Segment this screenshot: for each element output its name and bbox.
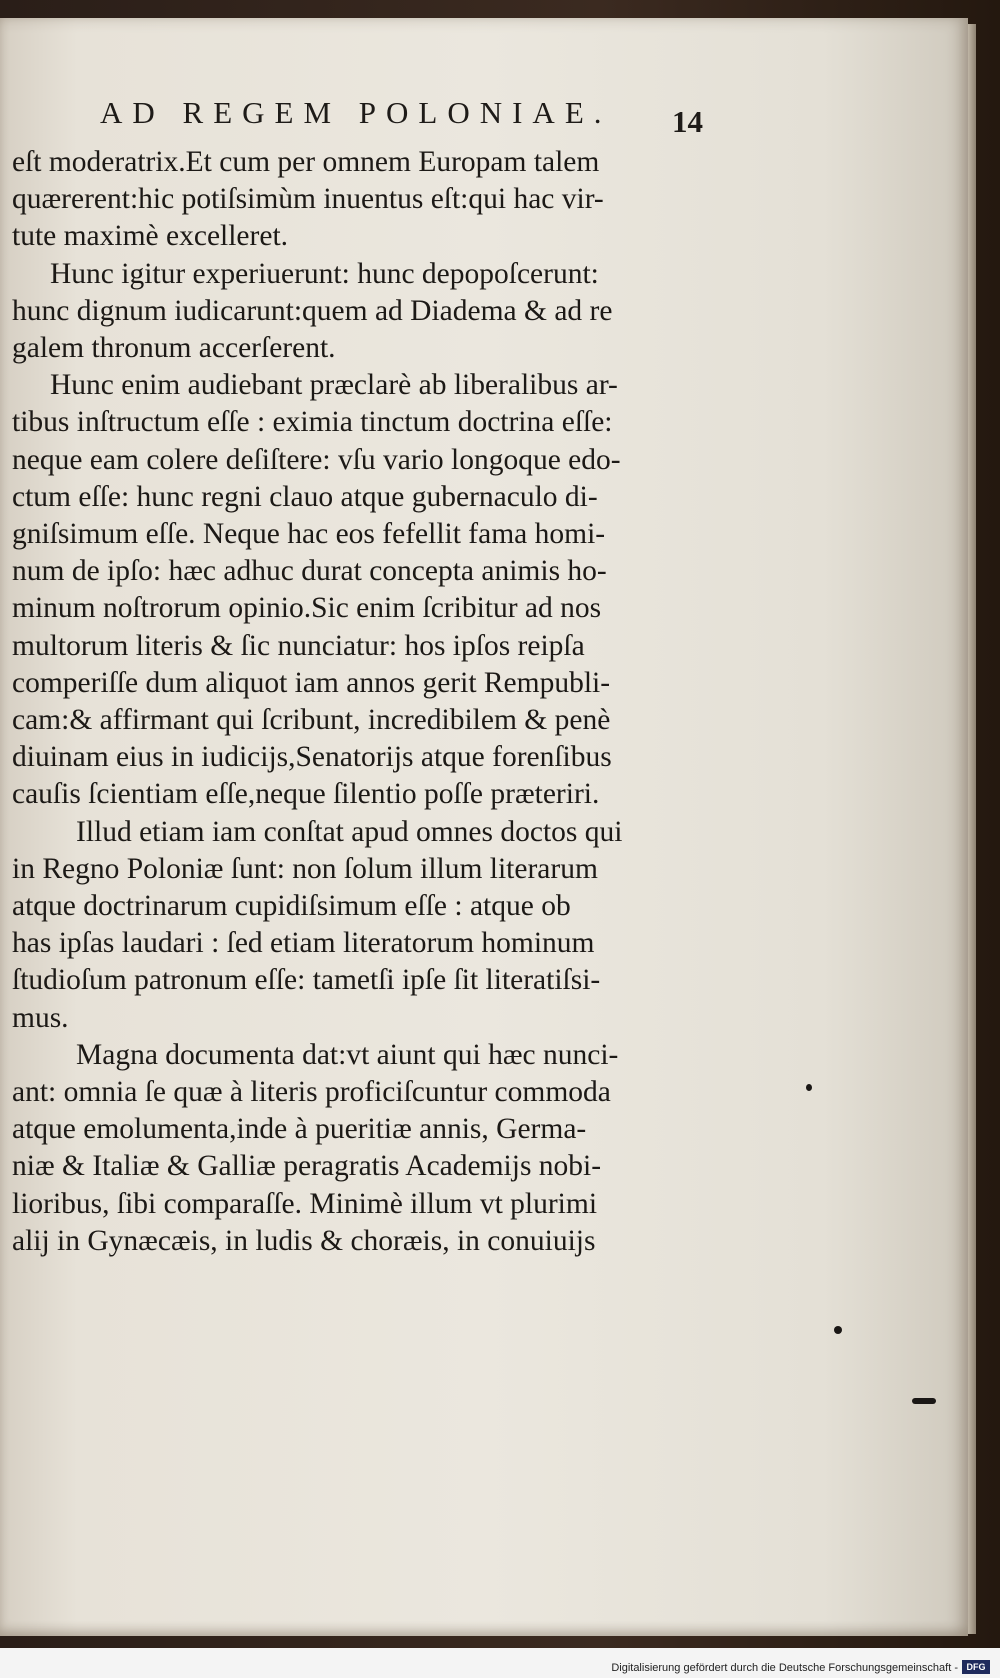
text-line: Hunc enim audiebant præclarè ab liberalibus ar- (50, 369, 618, 402)
text-line: Illud etiam iam conſtat apud omnes doctos qui (76, 815, 623, 848)
text-line: neque eam colere deſiſtere: vſu vario longoque edo- (12, 443, 621, 476)
text-line: atque doctrinarum cupidiſsimum eſſe : atque ob (12, 890, 571, 923)
page-number: 14 (672, 104, 703, 139)
text-line: ſtudioſum patronum eſſe: tametſi ipſe ſit literatiſsi- (12, 964, 601, 997)
text-line: quærerent:hic potiſsimùm inuentus eſt:qui hac vir- (12, 183, 604, 216)
ink-speck (912, 1398, 936, 1404)
text-line: minum noſtrorum opinio.Sic enim ſcribitur ad nos (12, 592, 602, 625)
text-line: alij in Gynæcæis, in ludis & choræis, in conuiuijs (12, 1224, 596, 1257)
text-line: atque emolumenta,inde à pueritiæ annis, Germa- (12, 1113, 587, 1146)
text-line: eſt moderatrix.Et cum per omnem Europam talem (12, 146, 600, 178)
dfg-logo: DFG (962, 1660, 990, 1674)
text-line: cauſis ſcientiam eſſe,neque ſilentio poſſe præteriri. (12, 778, 600, 811)
text-line: has ipſas laudari : ſed etiam literatorum hominum (12, 927, 595, 960)
text-line: ant: omnia ſe quæ à literis proficiſcuntur commoda (12, 1076, 611, 1109)
text-line: tute maximè excelleret. (12, 220, 289, 253)
text-line: diuinam eius in iudicijs,Senatorijs atque forenſibus (12, 741, 612, 774)
body-text (12, 144, 722, 1260)
page-edge (968, 24, 976, 1634)
text-line: in Regno Poloniæ ſunt: non ſolum illum literarum (12, 852, 598, 885)
text-line: Hunc igitur experiuerunt: hunc depopoſcerunt: (50, 257, 599, 290)
ink-speck (806, 1084, 812, 1091)
text-line: num de ipſo: hæc adhuc durat concepta animis ho- (12, 555, 607, 588)
text-line: gniſsimum eſſe. Neque hac eos fefellit fama homi- (12, 518, 606, 551)
text-line: lioribus, ſibi comparaſſe. Minimè illum vt plurimi (12, 1187, 598, 1220)
text-line: multorum literis & ſic nunciatur: hos ipſos reipſa (12, 629, 585, 662)
text-line: hunc dignum iudicarunt:quem ad Diadema & ad re (12, 294, 613, 327)
text-line: tibus inſtructum eſſe : eximia tinctum doctrina eſſe: (12, 406, 613, 439)
text-line: mus. (12, 1001, 69, 1034)
ink-speck (834, 1326, 842, 1334)
text-line: cam:& affirmant qui ſcribunt, incredibilem & penè (12, 704, 611, 737)
text-line: comperiſſe dum aliquot iam annos gerit Rempubli- (12, 666, 611, 699)
text-line: galem thronum accerſerent. (12, 332, 336, 365)
running-title: AD REGEM POLONIAE. (100, 95, 612, 130)
text-line: Magna documenta dat:vt aiunt qui hæc nunci- (76, 1038, 619, 1071)
text-line: niæ & Italiæ & Galliæ peragratis Academijs nobi- (12, 1150, 602, 1183)
text-line: ctum eſſe: hunc regni clauo atque gubernaculo di- (12, 480, 598, 513)
funding-credit: Digitalisierung gefördert durch die Deutsche Forschungsgemeinschaft - (611, 1662, 958, 1674)
